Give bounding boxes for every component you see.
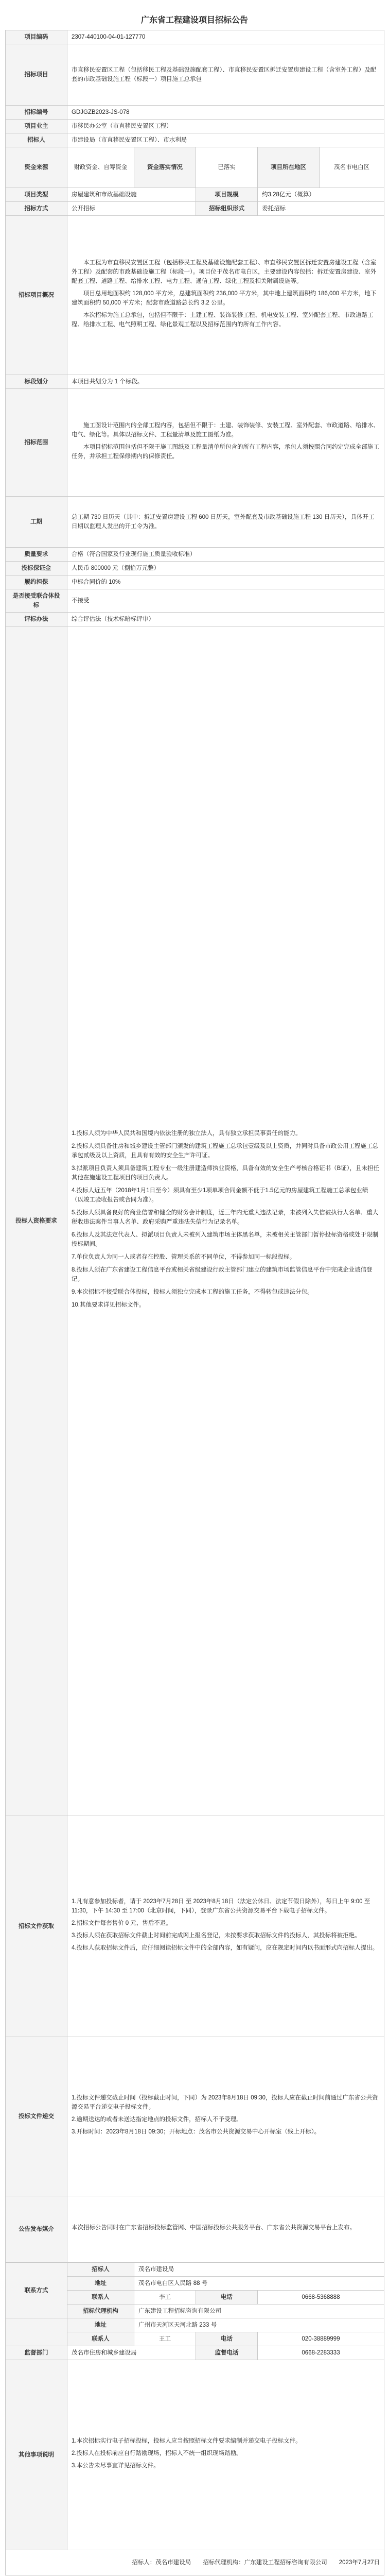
owner-label: 项目业主 bbox=[6, 120, 67, 133]
row-guarantee bbox=[6, 562, 384, 575]
contact-address-value: 茂名市电白区人民路 88 号 bbox=[134, 2277, 384, 2291]
eval-label: 评标办法 bbox=[6, 613, 67, 626]
scope-label: 招标范围 bbox=[6, 389, 67, 497]
project-name-value: 市直移民安置区工程（包括移民工程及基础设施配套工程）、市直移民安置区拆迁安置房建设工程（含室外工程）及配套的市政基础设施工程（标段一）项目施工总承包 bbox=[67, 44, 384, 106]
row-bidding-plan bbox=[6, 202, 384, 216]
submission-para: 3.开标时间：2023年8月18日 09:30；开标地点：茂名市公共资源交易中心开标室（线上开标）。 bbox=[72, 2129, 321, 2135]
row-bid-sections bbox=[6, 375, 384, 389]
contact-agent-address-label: 地址 bbox=[67, 2318, 134, 2332]
bid-sections-value: 本项目共划分为 1 个标段。 bbox=[67, 375, 384, 389]
guarantee-value: 人民币 800000 元（捌拾万元整） bbox=[67, 562, 384, 575]
row-type bbox=[6, 188, 384, 202]
row-other bbox=[6, 2360, 384, 2550]
contact-phone-value: 0668-5368888 bbox=[258, 2291, 384, 2304]
quality-label: 质量要求 bbox=[6, 548, 67, 562]
overview-para: 本工程为市直移民安置区工程（包括移民工程及基础设施配套工程）、市直移民安置区拆迁安置房建设工程（含室外工程）及配套的市政基础设施工程（标段一）。项目位于茂名市电白区，主要建设内容包括：拆迁安置房建设、室外配套工程、道路工程、给排水工程、电力工程、通信工程、绿化工程及相关附属设施等。 bbox=[72, 260, 377, 284]
row-overview bbox=[6, 216, 384, 375]
other-para: 2.投标人在投标前应自行踏勘现场，招标人不统一组织现场踏勘。 bbox=[72, 2450, 242, 2456]
performance-value: 中标合同价的 10% bbox=[67, 575, 384, 589]
qualification-item: 1.投标人须为中华人民共和国境内依法注册的独立法人，具有独立承担民事责任的能力。 bbox=[72, 1130, 302, 1137]
row-tender-code bbox=[6, 106, 384, 120]
row-submission bbox=[6, 2037, 384, 2196]
row-performance bbox=[6, 575, 384, 589]
row-media bbox=[6, 2196, 384, 2263]
qualification-label: 投标人资格要求 bbox=[6, 626, 67, 1816]
funding-source-label: 资金来源 bbox=[6, 147, 67, 188]
performance-label: 履约担保 bbox=[6, 575, 67, 589]
funding-raised-value: 已落实 bbox=[196, 147, 258, 188]
media-para: 本次招标公告同时在广东省招标投标监管网、中国招标投标公共服务平台、广东省公共资源交易平台上发布。 bbox=[72, 2225, 356, 2231]
scope-value bbox=[67, 389, 384, 497]
row-doc-obtain bbox=[6, 1816, 384, 2037]
qualification-value bbox=[67, 626, 384, 1816]
contact-agent-phone-value: 020-38889999 bbox=[258, 2332, 384, 2346]
supervision-label: 监督部门 bbox=[6, 2346, 67, 2360]
doc-obtain-value bbox=[67, 1816, 384, 2037]
scale-value: 约3.28亿元（概算） bbox=[258, 188, 384, 202]
contact-agent-address-value: 广州市天河区天河北路 233 号 bbox=[134, 2318, 384, 2332]
other-para: 3.本公告未尽事宜详见招标文件。 bbox=[72, 2463, 160, 2469]
row-eval bbox=[6, 613, 384, 626]
page-title: 广东省工程建设项目招标公告 bbox=[140, 16, 248, 25]
doc-obtain-label: 招标文件获取 bbox=[6, 1816, 67, 2037]
row-owner bbox=[6, 120, 384, 133]
tender-code-label: 招标编号 bbox=[6, 106, 67, 120]
supervision-value: 茂名市住房和城乡建设局 bbox=[67, 2346, 196, 2360]
row-footer bbox=[6, 2550, 384, 2575]
type-value: 房屋建筑和市政基础设施 bbox=[67, 188, 196, 202]
row-duration bbox=[6, 497, 384, 548]
scale-label: 项目规模 bbox=[196, 188, 258, 202]
bidding-org-label: 招标组织形式 bbox=[196, 202, 258, 216]
row-funding bbox=[6, 147, 384, 188]
row-supervision bbox=[6, 2346, 384, 2360]
bid-sections-label: 标段划分 bbox=[6, 375, 67, 389]
row-tenderer bbox=[6, 133, 384, 147]
tenderer-value: 市建设局（市直移民安置区工程）、市水利局 bbox=[67, 133, 384, 147]
project-code-label: 项目编码 bbox=[6, 30, 67, 44]
announcement-page bbox=[5, 0, 384, 2575]
supervision-phone-value: 0668-2283333 bbox=[258, 2346, 384, 2360]
submission-para: 2.逾期送达的或者未送达指定地点的投标文件，招标人不予受理。 bbox=[72, 2116, 242, 2123]
other-para: 1.本次招标实行电子招标投标，投标人应当按照招标文件要求编制并递交电子投标文件。 bbox=[72, 2438, 302, 2444]
contact-agent-label: 招标代理机构 bbox=[67, 2304, 134, 2318]
row-project-code bbox=[6, 30, 384, 44]
submission-value bbox=[67, 2037, 384, 2196]
contact-agent-person-label: 联系人 bbox=[67, 2332, 134, 2346]
project-name-label: 招标项目 bbox=[6, 44, 67, 106]
funding-raised-label: 资金落实情况 bbox=[134, 147, 196, 188]
qualification-item: 10.其他要求详见招标文件。 bbox=[72, 1302, 145, 1308]
submission-para: 1.投标文件递交截止时间（投标截止时间，下同）为 2023年8月18日 09:30，投标人应在截止时间前通过广东省公共资源交易平台递交电子投标文件。 bbox=[72, 2095, 378, 2110]
row-contact-agent-address bbox=[6, 2318, 384, 2332]
tenderer-label: 招标人 bbox=[6, 133, 67, 147]
tender-code-value: GDJGZB2023-JS-078 bbox=[67, 106, 384, 120]
contact-tenderer-value: 茂名市建设局 bbox=[134, 2263, 384, 2277]
eval-value: 综合评估法（技术标暗标评审） bbox=[67, 613, 384, 626]
consortium-value: 不接受 bbox=[67, 589, 384, 613]
announcement-table bbox=[5, 30, 384, 2575]
row-scope bbox=[6, 389, 384, 497]
other-value bbox=[67, 2360, 384, 2550]
bidding-org-value: 委托招标 bbox=[258, 202, 384, 216]
contact-address-label: 地址 bbox=[67, 2277, 134, 2291]
project-code-value: 2307-440100-04-01-127770 bbox=[67, 30, 384, 44]
overview-para: 本次招标为施工总承包，包括但不限于：土建工程、装饰装修工程、机电安装工程、室外配套工程、市政道路工程、给排水工程、电气照明工程、绿化景观工程以及招标范围内的所有工作内容。 bbox=[72, 312, 374, 328]
submission-label: 投标文件递交 bbox=[6, 2037, 67, 2196]
site-value: 茂名市电白区 bbox=[320, 147, 384, 188]
row-project-name bbox=[6, 44, 384, 106]
overview-value bbox=[67, 216, 384, 375]
contact-agent-person-value: 王工 bbox=[134, 2332, 196, 2346]
overview-para: 项目总用地面积约 128,000 平方米，总建筑面积约 236,000 平方米，其中地上建筑面积约 186,000 平方米，地下建筑面积约 50,000 平方米；配套市政道路总长约 3.2 公里。 bbox=[72, 291, 377, 306]
row-quality bbox=[6, 548, 384, 562]
contacts-label: 联系方式 bbox=[6, 2263, 67, 2318]
bidding-method-label: 招标方式 bbox=[6, 202, 67, 216]
qualification-item: 4.投标人近五年（2018年1月1日至今）须具有至少1项单项合同金额不低于1.5亿元的房屋建筑工程施工总承包业绩（以竣工验收报告或合同为准）。 bbox=[72, 1188, 368, 1203]
qualification-item: 3.拟派项目负责人须具备建筑工程专业一级注册建造师执业资格，具备有效的安全生产考核合格证书（B证），且未担任其他在施建设工程项目的项目负责人。 bbox=[72, 1165, 380, 1181]
qualification-item: 6.投标人及其法定代表人、拟派项目负责人未被列入建筑市场主体黑名单，未被相关主管部门暂停投标资格或处于限制投标期间。 bbox=[72, 1232, 379, 1247]
contact-tenderer-label: 招标人 bbox=[67, 2263, 134, 2277]
contact-person-value: 李工 bbox=[134, 2291, 196, 2304]
supervision-phone-label: 监督电话 bbox=[196, 2346, 258, 2360]
scope-para: 施工图设计范围内的全部工程内容，包括但不限于：土建、装饰装修、安装工程、室外配套、市政道路、给排水、电气、绿化等。具体以招标文件、工程量清单及施工图纸为准。 bbox=[72, 422, 379, 438]
consortium-label: 是否接受联合体投标 bbox=[6, 589, 67, 613]
row-contact-tenderer bbox=[6, 2263, 384, 2277]
duration-label: 工期 bbox=[6, 497, 67, 548]
footer-signature: 招标人：茂名市建设局 招标代理机构：广东建设工程招标咨询有限公司 2023年7月27日 bbox=[6, 2550, 384, 2575]
doc-obtain-para: 4.投标人获取招标文件后，应仔细阅读招标文件中的全部内容，如有疑问，应在规定时间内以书面形式向招标人提出。 bbox=[72, 1945, 379, 1951]
qualification-item: 2.投标人须具备住房和城乡建设主管部门颁发的建筑工程施工总承包壹级及以上资质，并同时具备市政公用工程施工总承包贰级及以上资质，且具有有效的安全生产许可证。 bbox=[72, 1143, 379, 1159]
media-value bbox=[67, 2196, 384, 2263]
contact-person-label: 联系人 bbox=[67, 2291, 134, 2304]
contact-phone-label: 电话 bbox=[196, 2291, 258, 2304]
contact-agent-phone-label: 电话 bbox=[196, 2332, 258, 2346]
doc-obtain-para: 1.凡有意参加投标者，请于 2023年7月28日 至 2023年8月18日（法定公休日、法定节假日除外），每日上午 9:00 至 11:30，下午 14:30 至 17:00（北京时间，下同），登录广东省公共资源交易平台下载电子招标文件。 bbox=[72, 1899, 370, 1914]
doc-obtain-para: 3.投标人须在获取招标文件截止时间前完成网上报名登记，未按要求获取招标文件的投标人，其投标将被拒绝。 bbox=[72, 1933, 361, 1939]
owner-value: 市移民办公室（市直移民安置区工程） bbox=[67, 120, 384, 133]
qualification-item: 8.投标人须在广东省建设工程信息平台或相关省级建设行政主管部门建立的建筑市场监管信息平台中完成企业诚信登记。 bbox=[72, 1267, 373, 1282]
funding-source-value: 财政资金、自筹资金 bbox=[67, 147, 134, 188]
contact-agent-value: 广东建设工程招标咨询有限公司 bbox=[134, 2304, 384, 2318]
qualification-item: 7.单位负责人为同一人或者存在控股、管理关系的不同单位，不得参加同一标段投标。 bbox=[72, 1254, 296, 1260]
bidding-method-value: 公开招标 bbox=[67, 202, 196, 216]
doc-obtain-para: 2.招标文件每套售价 0 元，售后不退。 bbox=[72, 1920, 172, 1926]
duration-value: 总工期 730 日历天（其中：拆迁安置房建设工程 600 日历天，室外配套及市政基础设施工程 130 日历天），具体开工日期以监理人发出的开工令为准。 bbox=[67, 497, 384, 548]
other-label: 其他事项说明 bbox=[6, 2360, 67, 2550]
quality-value: 合格（符合国家及行业现行施工质量验收标准） bbox=[67, 548, 384, 562]
contacts-agent-group-label bbox=[6, 2318, 67, 2346]
scope-para: 本项目招标范围包括但不限于施工图纸及工程量清单所包含的所有工程内容，承包人须按照合同约定完成全部施工任务，并承担工程保修期内的保修责任。 bbox=[72, 444, 379, 460]
overview-label: 招标项目概况 bbox=[6, 216, 67, 375]
qualification-item: 9.本次招标不接受联合体投标，投标人须独立完成本工程的施工任务，不得转包或违法分包。 bbox=[72, 1289, 313, 1295]
row-qualification bbox=[6, 626, 384, 1816]
row-consortium bbox=[6, 589, 384, 613]
qualification-item: 5.投标人须具备良好的商业信誉和健全的财务会计制度，近三年内无重大违法记录，未被列入失信被执行人名单、重大税收违法案件当事人名单、政府采购严重违法失信行为记录名单。 bbox=[72, 1210, 379, 1225]
type-label: 项目类型 bbox=[6, 188, 67, 202]
media-label: 公告发布媒介 bbox=[6, 2196, 67, 2263]
guarantee-label: 投标保证金 bbox=[6, 562, 67, 575]
site-label: 项目所在地区 bbox=[258, 147, 320, 188]
